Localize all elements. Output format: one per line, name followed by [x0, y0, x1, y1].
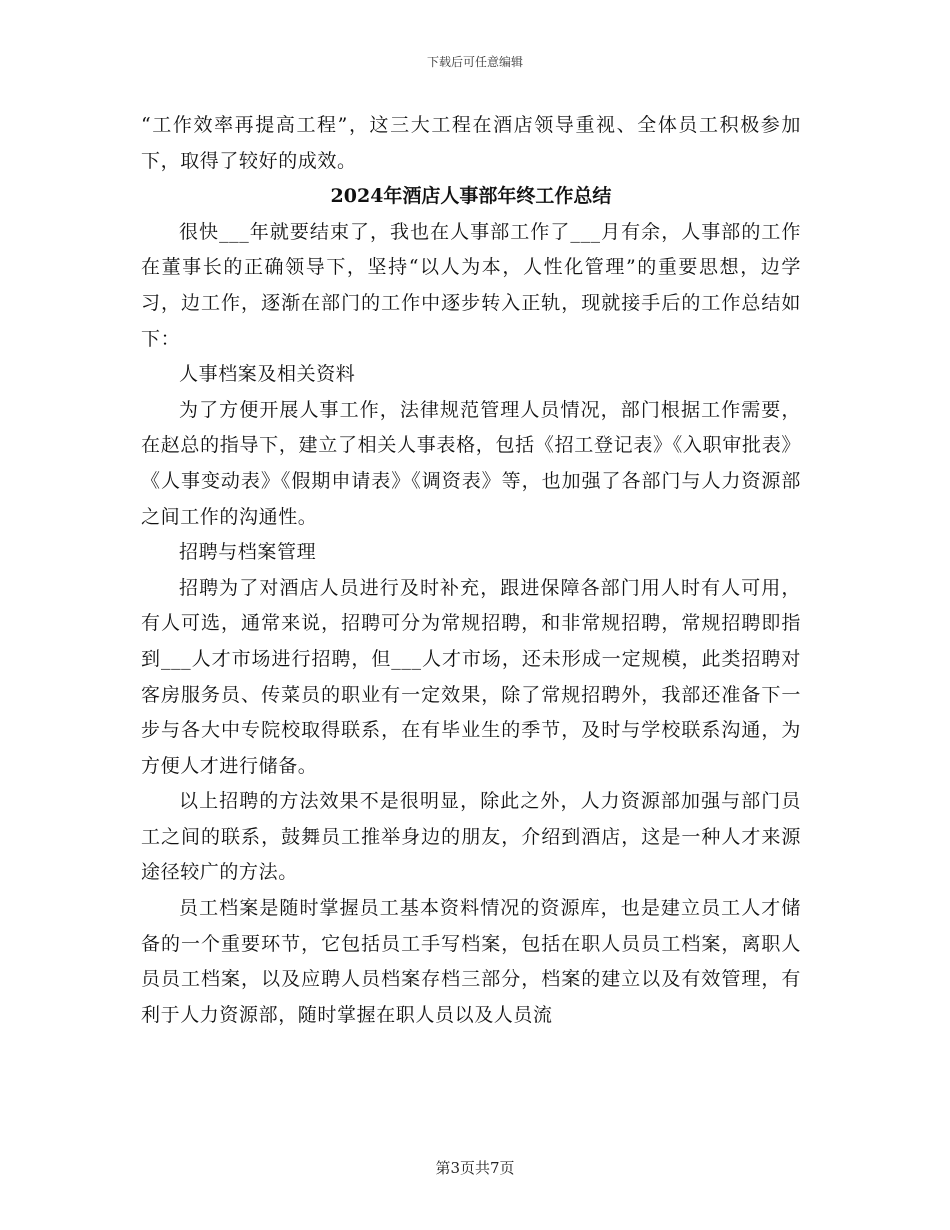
document-body — [141, 108, 801, 1033]
paragraph-employee-files: 员工档案是随时掌握员工基本资料情况的资源库，也是建立员工人才储备的一个重要环节，它包括员工手写档案，包括在职人员员工档案，离职人员员工档案，以及应聘人员档案存档三部分，档案的建立以及有效管理，有利于人力资源部，随时掌握在职人员以及人员流 — [141, 897, 801, 1026]
section-heading-recruitment: 招聘与档案管理 — [179, 541, 317, 564]
paragraph-personnel-forms: 为了方便开展人事工作，法律规范管理人员情况，部门根据工作需要，在赵总的指导下，建立了相关人事表格，包括《招工登记表》《入职审批表》《人事变动表》《假期申请表》《调资表》等，也加强了各部门与人力资源部之间工作的沟通性。 — [141, 398, 801, 528]
page-header: 下载后可任意编辑 — [426, 55, 523, 69]
paragraph-opening: 很快___年就要结束了，我也在人事部工作了___月有余，人事部的工作在董事长的正确领导下，坚持“以人为本，人性化管理”的重要思想，边学习，边工作，逐渐在部门的工作中逐步转入正轨，现就接手后的工作总结如下： — [141, 220, 801, 350]
section-heading-personnel-files: 人事档案及相关资料 — [179, 363, 356, 386]
intro-continuation: “工作效率再提高工程”，这三大工程在酒店领导重视、全体员工积极参加下，取得了较好的成效。 — [141, 114, 801, 172]
document-title: 2024年酒店人事部年终工作总结 — [330, 185, 612, 208]
paragraph-referral: 以上招聘的方法效果不是很明显，除此之外，人力资源部加强与部门员工之间的联系，鼓舞员工推举身边的朋友，介绍到酒店，这是一种人才来源途径较广的方法。 — [141, 790, 801, 884]
paragraph-recruitment: 招聘为了对酒店人员进行及时补充，跟进保障各部门用人时有人可用，有人可选，通常来说，招聘可分为常规招聘，和非常规招聘，常规招聘即指到___人才市场进行招聘，但___人才市场，还未形成一定规模，此类招聘对客房服务员、传菜员的职业有一定效果，除了常规招聘外，我部还准备下一步与各大中专院校取得联系，在有毕业生的季节，及时与学校联系沟通，为方便人才进行储备。 — [141, 576, 801, 777]
page-number: 第3页共7页 — [435, 1159, 515, 1177]
